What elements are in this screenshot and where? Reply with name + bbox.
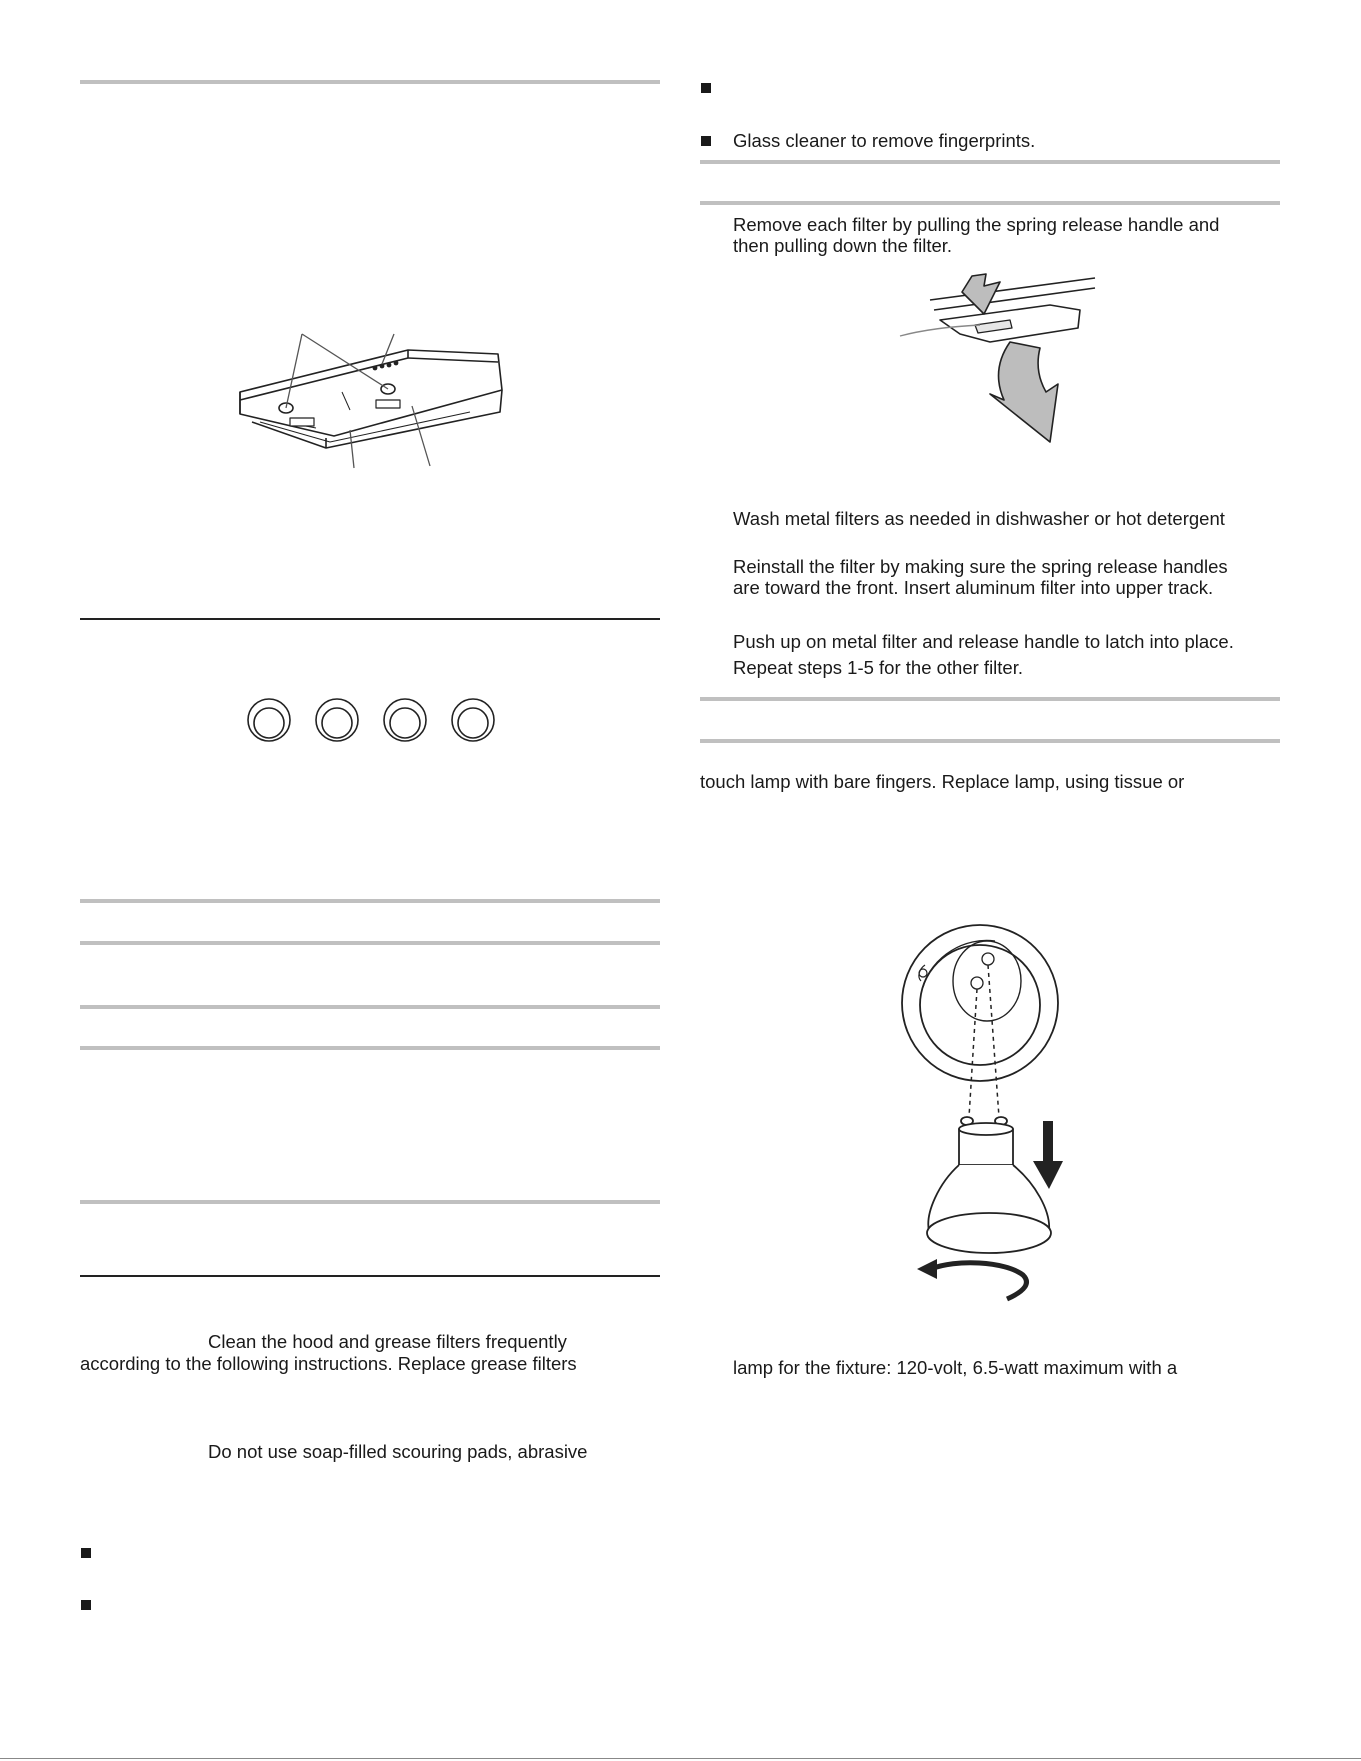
section-rule <box>700 739 1280 743</box>
section-rule <box>700 201 1280 205</box>
filter-step-reinstall-line-1: Reinstall the filter by making sure the spring release handles <box>733 556 1228 577</box>
section-rule <box>80 1200 660 1204</box>
lamp-spec-text: lamp for the fixture: 120-volt, 6.5-watt maximum with a <box>733 1357 1178 1378</box>
cleaning-text-line-2: according to the following instructions. Replace grease filters <box>80 1353 577 1374</box>
section-rule <box>700 160 1280 164</box>
bullet-icon <box>81 1600 91 1610</box>
section-rule <box>700 697 1280 701</box>
range-hood-illustration <box>230 330 530 480</box>
filter-step-reinstall-line-2: are toward the front. Insert aluminum filter into upper track. <box>733 577 1214 598</box>
rotate-arrow-icon <box>931 1263 1026 1299</box>
section-rule <box>80 1275 660 1277</box>
filter-step-repeat: Repeat steps 1-5 for the other filter. <box>733 657 1023 678</box>
control-buttons-illustration <box>245 695 500 745</box>
filter-removal-illustration <box>900 270 1100 450</box>
filter-step-remove-line-1: Remove each filter by pulling the spring release handle and <box>733 214 1220 235</box>
section-rule <box>80 618 660 620</box>
filter-step-remove-line-2: then pulling down the filter. <box>733 235 953 256</box>
bullet-icon <box>701 136 711 146</box>
bullet-icon <box>701 83 711 93</box>
section-rule <box>80 1046 660 1050</box>
section-rule <box>80 941 660 945</box>
down-arrow-icon <box>1033 1121 1063 1189</box>
filter-step-wash: Wash metal filters as needed in dishwasher or hot detergent <box>733 508 1225 529</box>
lamp-replacement-illustration <box>895 925 1075 1310</box>
cleaning-text-line-1: Clean the hood and grease filters frequently <box>208 1331 567 1352</box>
bullet-glass-cleaner: Glass cleaner to remove fingerprints. <box>733 130 1036 151</box>
scouring-text-line: Do not use soap-filled scouring pads, abrasive <box>208 1441 588 1462</box>
page-bottom-edge <box>0 1758 1361 1759</box>
pull-down-arrow-icon <box>990 342 1058 442</box>
section-rule <box>80 899 660 903</box>
section-rule <box>80 80 660 84</box>
filter-step-push: Push up on metal filter and release handle to latch into place. <box>733 631 1234 652</box>
section-rule <box>80 1005 660 1009</box>
bullet-icon <box>81 1548 91 1558</box>
push-arrow-icon <box>962 274 1000 314</box>
lamp-touch-text: touch lamp with bare fingers. Replace lamp, using tissue or <box>700 771 1185 792</box>
